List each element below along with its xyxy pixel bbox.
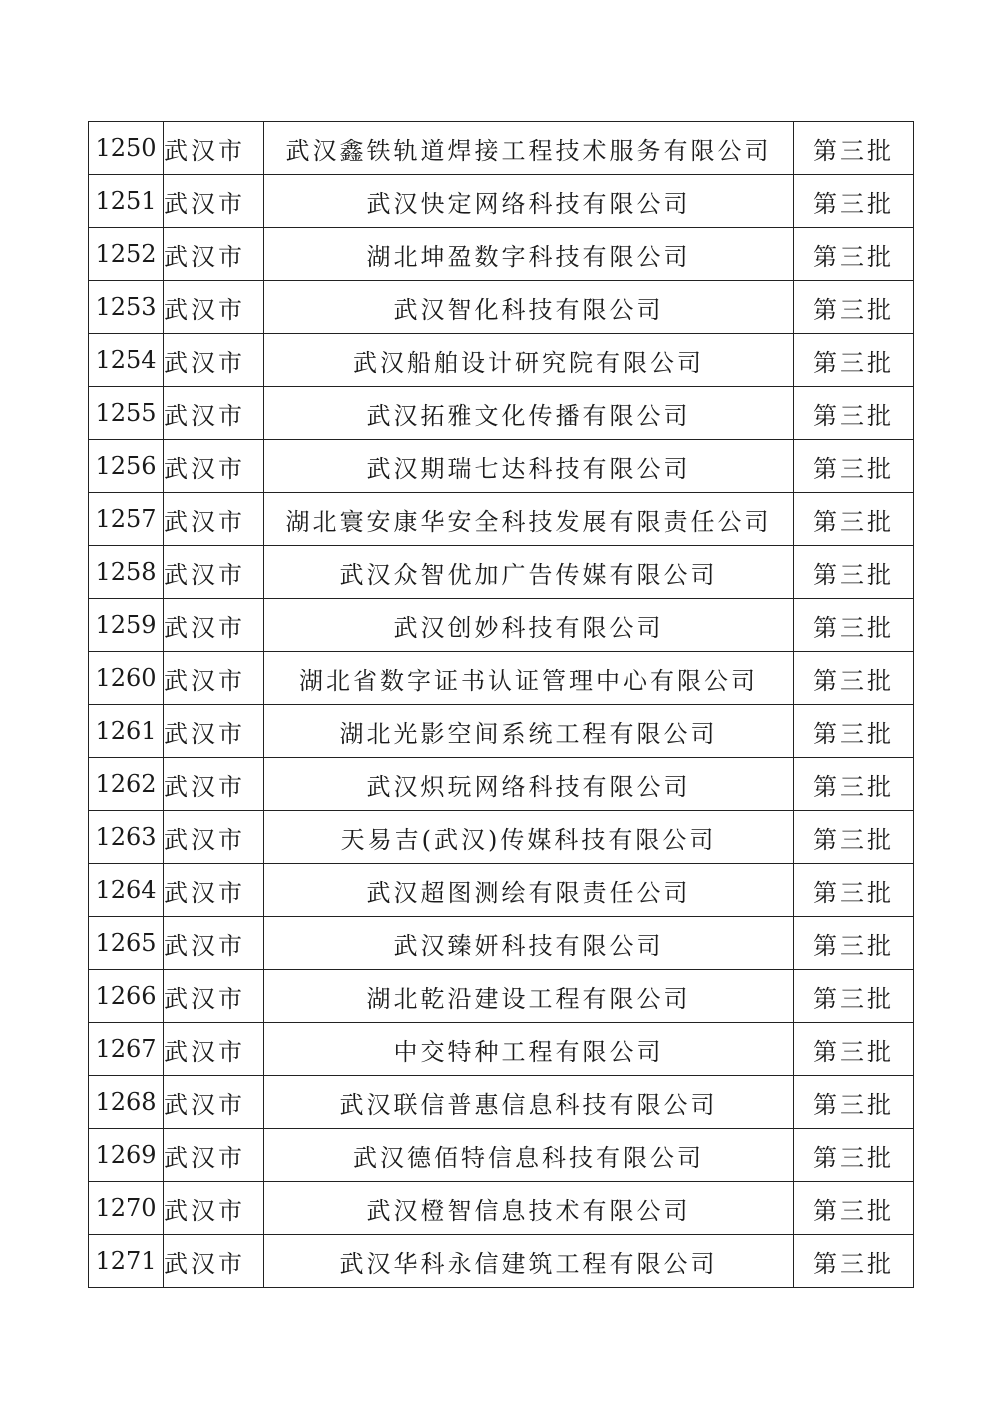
city-cell: 武汉市 <box>164 175 264 228</box>
company-name-cell: 武汉橙智信息技术有限公司 <box>264 1182 794 1235</box>
table-row <box>89 440 914 493</box>
city-cell: 武汉市 <box>164 599 264 652</box>
table-row <box>89 387 914 440</box>
company-name-cell: 湖北坤盈数字科技有限公司 <box>264 228 794 281</box>
row-number-cell: 1255 <box>89 387 164 440</box>
company-name-cell: 武汉创妙科技有限公司 <box>264 599 794 652</box>
batch-cell: 第三批 <box>794 228 914 281</box>
row-number-cell: 1266 <box>89 970 164 1023</box>
batch-cell: 第三批 <box>794 281 914 334</box>
company-name-cell: 武汉联信普惠信息科技有限公司 <box>264 1076 794 1129</box>
batch-cell: 第三批 <box>794 811 914 864</box>
row-number-cell: 1259 <box>89 599 164 652</box>
table-row <box>89 1129 914 1182</box>
batch-cell: 第三批 <box>794 864 914 917</box>
row-number-cell: 1271 <box>89 1235 164 1288</box>
batch-cell: 第三批 <box>794 1023 914 1076</box>
table-row <box>89 652 914 705</box>
city-cell: 武汉市 <box>164 281 264 334</box>
city-cell: 武汉市 <box>164 122 264 175</box>
batch-cell: 第三批 <box>794 1129 914 1182</box>
table-row <box>89 705 914 758</box>
company-name-cell: 武汉船舶设计研究院有限公司 <box>264 334 794 387</box>
row-number-cell: 1265 <box>89 917 164 970</box>
row-number-cell: 1256 <box>89 440 164 493</box>
row-number-cell: 1261 <box>89 705 164 758</box>
row-number-cell: 1268 <box>89 1076 164 1129</box>
batch-cell: 第三批 <box>794 705 914 758</box>
row-number-cell: 1263 <box>89 811 164 864</box>
city-cell: 武汉市 <box>164 758 264 811</box>
company-name-cell: 武汉拓雅文化传播有限公司 <box>264 387 794 440</box>
row-number-cell: 1253 <box>89 281 164 334</box>
company-name-cell: 武汉快定网络科技有限公司 <box>264 175 794 228</box>
table-row <box>89 546 914 599</box>
row-number-cell: 1270 <box>89 1182 164 1235</box>
batch-cell: 第三批 <box>794 599 914 652</box>
row-number-cell: 1262 <box>89 758 164 811</box>
city-cell: 武汉市 <box>164 546 264 599</box>
batch-cell: 第三批 <box>794 175 914 228</box>
company-name-cell: 天易吉(武汉)传媒科技有限公司 <box>264 811 794 864</box>
company-name-cell: 武汉众智优加广告传媒有限公司 <box>264 546 794 599</box>
company-name-cell: 武汉炽玩网络科技有限公司 <box>264 758 794 811</box>
batch-cell: 第三批 <box>794 652 914 705</box>
company-name-cell: 武汉期瑞七达科技有限公司 <box>264 440 794 493</box>
city-cell: 武汉市 <box>164 1235 264 1288</box>
table-row <box>89 1182 914 1235</box>
batch-cell: 第三批 <box>794 917 914 970</box>
table-row <box>89 1023 914 1076</box>
row-number-cell: 1269 <box>89 1129 164 1182</box>
table-row <box>89 493 914 546</box>
company-name-cell: 武汉鑫铁轨道焊接工程技术服务有限公司 <box>264 122 794 175</box>
batch-cell: 第三批 <box>794 493 914 546</box>
company-name-cell: 武汉臻妍科技有限公司 <box>264 917 794 970</box>
table-row <box>89 599 914 652</box>
table-row <box>89 334 914 387</box>
city-cell: 武汉市 <box>164 917 264 970</box>
table-row <box>89 864 914 917</box>
city-cell: 武汉市 <box>164 864 264 917</box>
table-row <box>89 228 914 281</box>
batch-cell: 第三批 <box>794 122 914 175</box>
city-cell: 武汉市 <box>164 1076 264 1129</box>
row-number-cell: 1251 <box>89 175 164 228</box>
row-number-cell: 1267 <box>89 1023 164 1076</box>
company-name-cell: 武汉超图测绘有限责任公司 <box>264 864 794 917</box>
row-number-cell: 1258 <box>89 546 164 599</box>
company-name-cell: 湖北乾沿建设工程有限公司 <box>264 970 794 1023</box>
table-row <box>89 1076 914 1129</box>
table-row <box>89 175 914 228</box>
table-row <box>89 970 914 1023</box>
city-cell: 武汉市 <box>164 1129 264 1182</box>
table-row <box>89 122 914 175</box>
batch-cell: 第三批 <box>794 440 914 493</box>
batch-cell: 第三批 <box>794 970 914 1023</box>
batch-cell: 第三批 <box>794 1182 914 1235</box>
company-name-cell: 湖北寰安康华安全科技发展有限责任公司 <box>264 493 794 546</box>
company-name-cell: 武汉德佰特信息科技有限公司 <box>264 1129 794 1182</box>
table-row <box>89 811 914 864</box>
city-cell: 武汉市 <box>164 811 264 864</box>
row-number-cell: 1254 <box>89 334 164 387</box>
city-cell: 武汉市 <box>164 440 264 493</box>
batch-cell: 第三批 <box>794 387 914 440</box>
city-cell: 武汉市 <box>164 387 264 440</box>
row-number-cell: 1257 <box>89 493 164 546</box>
city-cell: 武汉市 <box>164 493 264 546</box>
batch-cell: 第三批 <box>794 1076 914 1129</box>
company-name-cell: 武汉华科永信建筑工程有限公司 <box>264 1235 794 1288</box>
company-name-cell: 湖北省数字证书认证管理中心有限公司 <box>264 652 794 705</box>
city-cell: 武汉市 <box>164 705 264 758</box>
city-cell: 武汉市 <box>164 334 264 387</box>
company-name-cell: 武汉智化科技有限公司 <box>264 281 794 334</box>
table-body <box>89 122 914 1288</box>
batch-cell: 第三批 <box>794 758 914 811</box>
row-number-cell: 1250 <box>89 122 164 175</box>
company-name-cell: 湖北光影空间系统工程有限公司 <box>264 705 794 758</box>
table-row <box>89 281 914 334</box>
city-cell: 武汉市 <box>164 970 264 1023</box>
company-name-cell: 中交特种工程有限公司 <box>264 1023 794 1076</box>
batch-cell: 第三批 <box>794 334 914 387</box>
company-list-table <box>88 121 914 1288</box>
table-row <box>89 758 914 811</box>
row-number-cell: 1264 <box>89 864 164 917</box>
batch-cell: 第三批 <box>794 546 914 599</box>
city-cell: 武汉市 <box>164 228 264 281</box>
city-cell: 武汉市 <box>164 652 264 705</box>
table-row <box>89 917 914 970</box>
city-cell: 武汉市 <box>164 1182 264 1235</box>
batch-cell: 第三批 <box>794 1235 914 1288</box>
row-number-cell: 1252 <box>89 228 164 281</box>
table-row <box>89 1235 914 1288</box>
city-cell: 武汉市 <box>164 1023 264 1076</box>
row-number-cell: 1260 <box>89 652 164 705</box>
